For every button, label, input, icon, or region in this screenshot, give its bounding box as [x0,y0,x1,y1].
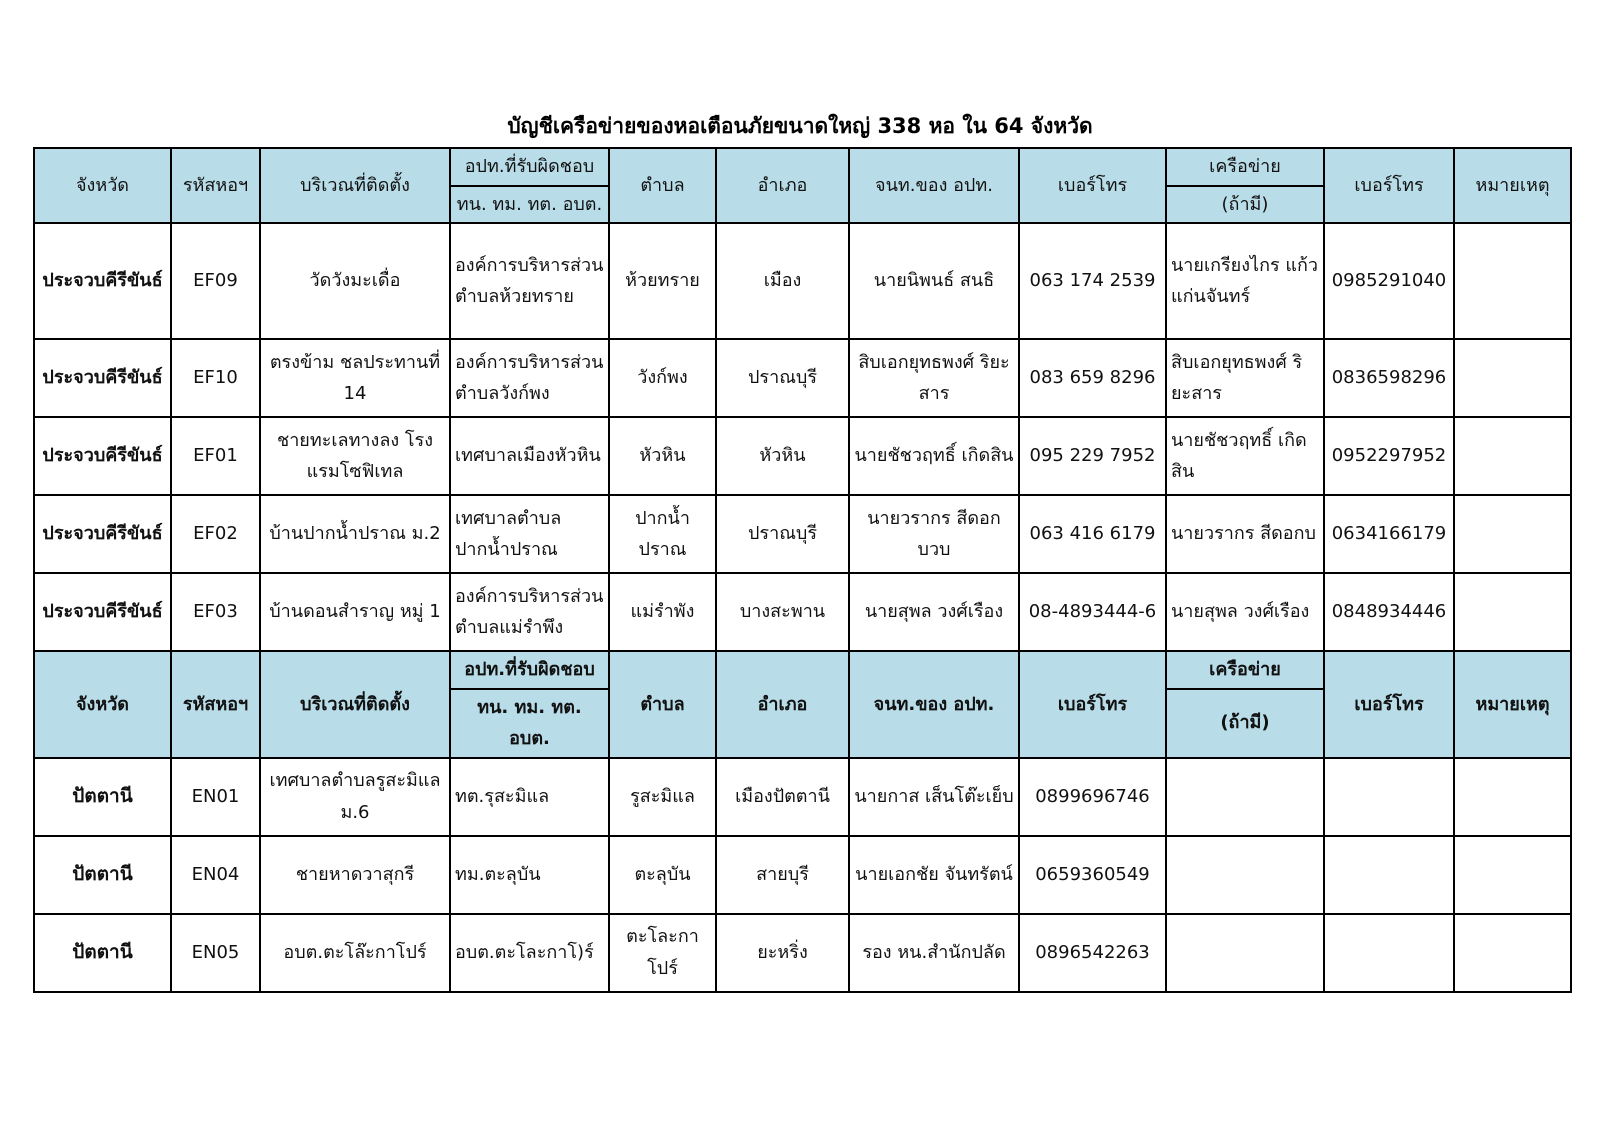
table-row [34,758,1571,836]
cell-area: เทศบาลตำบลรูสะมิแล ม.6 [260,758,450,836]
cell-network-phone: 0836598296 [1324,339,1454,417]
cell-network: สิบเอกยุทธพงศ์ ริยะสาร [1166,339,1324,417]
cell-district: ปราณบุรี [716,339,849,417]
col-province: จังหวัด [34,148,171,223]
cell-subdistrict: แม่รำพัง [609,573,716,651]
table-row [34,339,1571,417]
cell-network-phone: 0985291040 [1324,223,1454,339]
cell-remarks [1454,339,1571,417]
cell-network-phone: 0634166179 [1324,495,1454,573]
cell-org: อบต.ตะโละกาโ)ร์ [450,914,609,992]
col-officer: จนท.ของ อปท. [849,651,1019,758]
cell-province: ประจวบคีรีขันธ์ [34,573,171,651]
cell-phone: 0659360549 [1019,836,1166,914]
cell-province: ปัตตานี [34,836,171,914]
cell-network [1166,758,1324,836]
col-network: เครือข่าย [1166,148,1324,186]
col-install-area: บริเวณที่ติดตั้ง [260,148,450,223]
cell-subdistrict: ตะลุบัน [609,836,716,914]
col-network: เครือข่าย [1166,651,1324,689]
cell-network: นายวรากร สีดอกบ [1166,495,1324,573]
cell-subdistrict: หัวหิน [609,417,716,495]
col-network-phone: เบอร์โทร [1324,148,1454,223]
cell-code: EF09 [171,223,260,339]
cell-area: บ้านดอนสำราญ หมู่ 1 [260,573,450,651]
cell-org: องค์การบริหารส่วนตำบลวังก์พง [450,339,609,417]
cell-province: ประจวบคีรีขันธ์ [34,417,171,495]
cell-subdistrict: รูสะมิแล [609,758,716,836]
header-row [34,148,1571,186]
col-remarks: หมายเหตุ [1454,651,1571,758]
col-org-types: ทน. ทม. ทต. อบต. [450,186,609,224]
col-officer: จนท.ของ อปท. [849,148,1019,223]
cell-district: ยะหริ่ง [716,914,849,992]
cell-network-phone [1324,836,1454,914]
cell-area: ชายหาดวาสุกรี [260,836,450,914]
page-title: บัญชีเครือข่ายของหอเตือนภัยขนาดใหญ่ 338 หอ ใน 64 จังหวัด [507,114,1093,138]
cell-phone: 063 416 6179 [1019,495,1166,573]
cell-subdistrict: ห้วยทราย [609,223,716,339]
cell-network: นายชัชวฤทธิ์ เกิดสิน [1166,417,1324,495]
cell-officer: นายนิพนธ์ สนธิ [849,223,1019,339]
cell-remarks [1454,914,1571,992]
cell-officer: นายวรากร สีดอกบวบ [849,495,1019,573]
cell-remarks [1454,495,1571,573]
table-row [34,836,1571,914]
cell-network [1166,836,1324,914]
cell-province: ปัตตานี [34,914,171,992]
cell-network-phone: 0848934446 [1324,573,1454,651]
cell-subdistrict: ปากน้ำ ปราณ [609,495,716,573]
cell-district: เมืองปัตตานี [716,758,849,836]
cell-district: สายบุรี [716,836,849,914]
header-row [34,651,1571,689]
cell-code: EN04 [171,836,260,914]
cell-officer: สิบเอกยุทธพงศ์ ริยะสาร [849,339,1019,417]
cell-remarks [1454,836,1571,914]
col-install-area: บริเวณที่ติดตั้ง [260,651,450,758]
cell-phone: 095 229 7952 [1019,417,1166,495]
cell-remarks [1454,417,1571,495]
cell-area: อบต.ตะโล๊ะกาโปร์ [260,914,450,992]
cell-officer: นายกาส เส็นโต๊ะเย็บ [849,758,1019,836]
col-network-phone: เบอร์โทร [1324,651,1454,758]
cell-officer: รอง หน.สำนักปลัด [849,914,1019,992]
cell-remarks [1454,758,1571,836]
cell-phone: 083 659 8296 [1019,339,1166,417]
cell-phone: 063 174 2539 [1019,223,1166,339]
col-subdistrict: ตำบล [609,148,716,223]
cell-code: EF01 [171,417,260,495]
cell-area: บ้านปากน้ำปราณ ม.2 [260,495,450,573]
cell-org: ทม.ตะลุบัน [450,836,609,914]
cell-network-phone [1324,758,1454,836]
cell-officer: นายชัชวฤทธิ์ เกิดสิน [849,417,1019,495]
cell-district: หัวหิน [716,417,849,495]
col-tower-code: รหัสหอฯ [171,651,260,758]
cell-network [1166,914,1324,992]
cell-org: องค์การบริหารส่วนตำบลห้วยทราย [450,223,609,339]
cell-province: ประจวบคีรีขันธ์ [34,223,171,339]
cell-district: ปราณบุรี [716,495,849,573]
cell-org: องค์การบริหารส่วนตำบลแม่รำพึง [450,573,609,651]
cell-district: เมือง [716,223,849,339]
cell-area: ตรงข้าม ชลประทานที่ 14 [260,339,450,417]
col-remarks: หมายเหตุ [1454,148,1571,223]
cell-subdistrict: ตะโละกา โปร์ [609,914,716,992]
cell-area: ชายทะเลทางลง โรงแรมโซฟิเทล [260,417,450,495]
col-responsible-org: อปท.ที่รับผิดชอบ [450,148,609,186]
col-network-note: (ถ้ามี) [1166,689,1324,758]
cell-area: วัดวังมะเดื่อ [260,223,450,339]
col-phone: เบอร์โทร [1019,148,1166,223]
table-row [34,495,1571,573]
cell-network-phone: 0952297952 [1324,417,1454,495]
cell-officer: นายสุพล วงศ์เรือง [849,573,1019,651]
cell-network-phone [1324,914,1454,992]
col-district: อำเภอ [716,148,849,223]
table-row [34,914,1571,992]
cell-org: ทต.รุสะมิแล [450,758,609,836]
cell-province: ประจวบคีรีขันธ์ [34,339,171,417]
col-province: จังหวัด [34,651,171,758]
table-row [34,417,1571,495]
cell-code: EN05 [171,914,260,992]
cell-org: เทศบาลเมืองหัวหิน [450,417,609,495]
cell-network: นายเกรียงไกร แก้วแก่นจันทร์ [1166,223,1324,339]
col-district: อำเภอ [716,651,849,758]
cell-phone: 08-4893444-6 [1019,573,1166,651]
cell-code: EF10 [171,339,260,417]
cell-district: บางสะพาน [716,573,849,651]
cell-code: EF02 [171,495,260,573]
cell-subdistrict: วังก์พง [609,339,716,417]
col-tower-code: รหัสหอฯ [171,148,260,223]
cell-officer: นายเอกชัย จันทรัตน์ [849,836,1019,914]
cell-phone: 0896542263 [1019,914,1166,992]
col-network-note: (ถ้ามี) [1166,186,1324,224]
col-org-types: ทน. ทม. ทต. อบต. [450,689,609,758]
cell-code: EF03 [171,573,260,651]
cell-remarks [1454,573,1571,651]
cell-org: เทศบาลตำบลปากน้ำปราณ [450,495,609,573]
cell-province: ปัตตานี [34,758,171,836]
col-responsible-org: อปท.ที่รับผิดชอบ [450,651,609,689]
cell-code: EN01 [171,758,260,836]
table-row [34,223,1571,339]
col-subdistrict: ตำบล [609,651,716,758]
cell-network: นายสุพล วงศ์เรือง [1166,573,1324,651]
cell-remarks [1454,223,1571,339]
network-table [33,147,1572,993]
cell-province: ประจวบคีรีขันธ์ [34,495,171,573]
col-phone: เบอร์โทร [1019,651,1166,758]
cell-phone: 0899696746 [1019,758,1166,836]
table-row [34,573,1571,651]
